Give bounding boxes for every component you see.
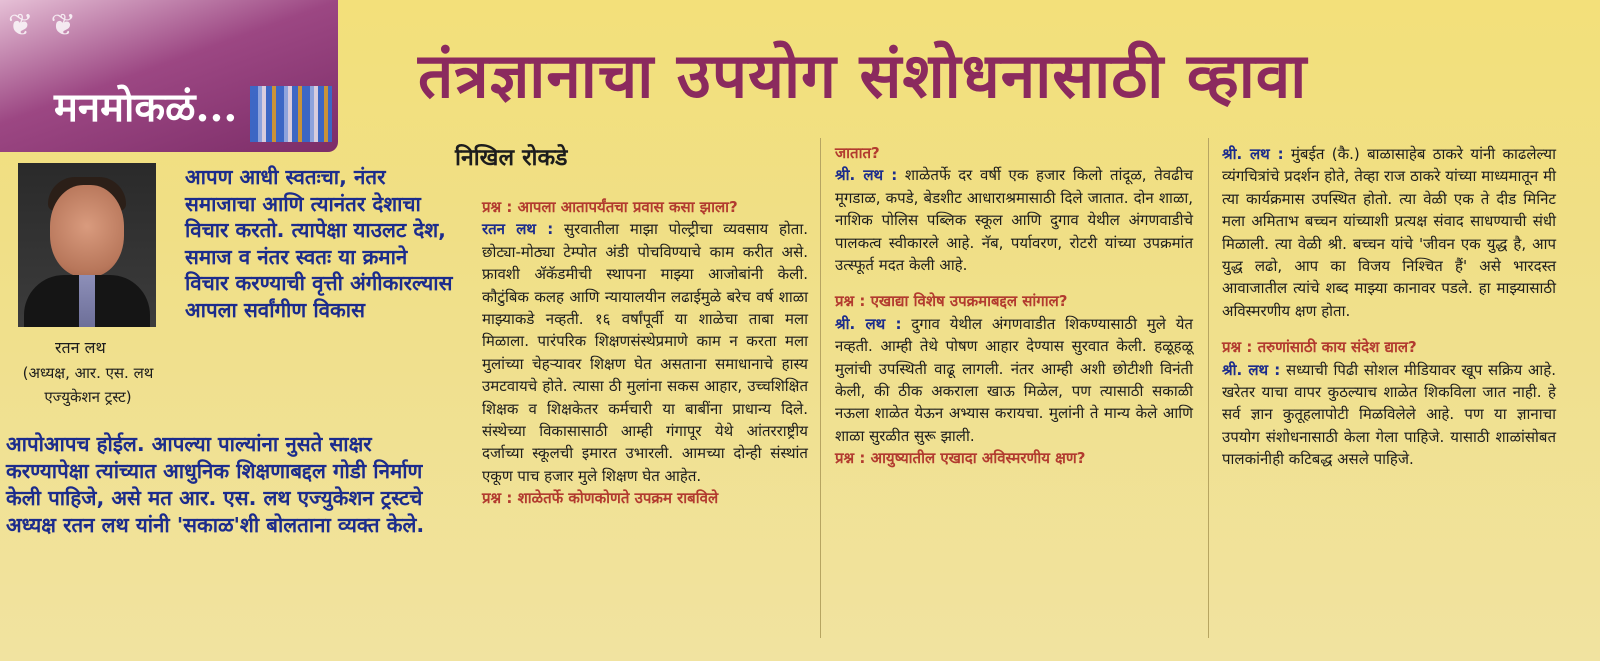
column-name: मनमोकळं... <box>54 84 238 131</box>
answer-text: मुंबईत (कै.) बाळासाहेब ठाकरे यांनी काढलेल्या व्यंगचित्रांचे प्रदर्शन होते, तेव्हा राज ठाकरे यांच्या माध्यमातून मी त्या कार्यक्रमास उपस्थित होतो. त्या वेळी एक ते दीड मिनिट मला अमिताभ बच्चन यांच्याशी प्रत्यक्ष संवाद साधण्याची संधी मिळाली. त्या वेळी श्री. बच्चन यांचे 'जीवन एक युद्ध है, आप युद्ध लढो, आप का विजय निश्चित हैं' असे भारदस्त आवाजातील त्यांचे शब्द माझ्या कानावर पडले. हा माझ्यासाठी अविस्मरणीय क्षण होता. <box>1222 145 1556 320</box>
portrait-photo <box>18 163 156 327</box>
badge-stripes <box>250 86 332 142</box>
question: प्रश्न : तरुणांसाठी काय संदेश द्याल? <box>1222 338 1417 357</box>
answer <box>835 164 1193 276</box>
photo-caption-name: रतन लथ <box>55 338 106 357</box>
question: प्रश्न : आपला आतापर्यंतचा प्रवास कसा झाला? <box>482 198 738 216</box>
article-headline: तंत्रज्ञानाचा उपयोग संशोधनासाठी व्हावा <box>418 39 1308 112</box>
portrait-tie <box>79 275 95 327</box>
photo-caption-description: (अध्यक्ष, आर. एस. लथ एज्युकेशन ट्रस्ट) <box>22 364 154 406</box>
spacer <box>1222 322 1556 336</box>
question: प्रश्न : आयुष्यातील एखादा अविस्मरणीय क्षण? <box>835 449 1086 468</box>
answer-text: सुरवातीला माझा पोल्ट्रीचा व्यवसाय होता. छोट्या-मोठ्या टेम्पोत अंडी पोचविण्याचे काम करीत असे. फ्रावशी ॲकॅडमीची स्थापना माझ्या आजोबांनी केली. कौटुंबिक कलह आणि न्यायालयीन लढाईमुळे बरेच वर्ष शाळा माझ्याकडे नव्हती. १६ वर्षांपूर्वी या शाळेचा ताबा मला मिळाला. पारंपरिक शिक्षणसंस्थेप्रमाणे काम न करता मला मुलांच्या चेहऱ्यावर शिक्षण घेत असताना समाधानाचे हास्य उमटवायचे होते. त्यासा ठी मुलांना सकस आहार, उच्चशिक्षित शिक्षक व शिक्षकेतर कर्मचारी या बाबींना प्राधान्य दिले. संस्थेच्या विकासासाठी आम्ही गंगापूर येथे आंतरराष्ट्रीय दर्जाच्या स्कूलची इमारत उभारली. आमच्या दोन्ही संस्थांत एकूण पाच हजार मुले शिक्षण घेत आहेत. <box>482 220 808 485</box>
answer <box>1222 143 1556 322</box>
column-divider <box>820 138 821 638</box>
speaker-label: श्री. लथ : <box>835 314 902 333</box>
answer-text: सध्याची पिढी सोशल मीडियावर खूप सक्रिय आहे. खरेतर याचा वापर कुठल्याच शाळेत शिकविला जात नाही. हे सर्व ज्ञान कुतूहलापोटी मिळविलेले आहे. पण या ज्ञानाचा उपयोग संशोधनासाठी केला गेला पाहिजे. यासाठी शाळांसोबत पालकांनीही कटिबद्ध असले पाहिजे. <box>1222 360 1556 469</box>
answer <box>482 218 808 487</box>
article-column-3 <box>1222 143 1556 471</box>
question-continued: जातात? <box>835 144 880 162</box>
question: प्रश्न : शाळेतर्फे कोणकोणते उपक्रम राबविले <box>482 489 719 508</box>
question: प्रश्न : एखाद्या विशेष उपक्रमाबद्दल सांगाल? <box>835 292 1068 311</box>
article-column-2 <box>835 142 1193 470</box>
column-divider <box>1208 138 1209 638</box>
speaker-label: श्री. लथ : <box>835 166 898 185</box>
intro-text-bottom: आपोआपच होईल. आपल्या पाल्यांना नुसते साक्षर करण्यापेक्षा त्यांच्यात आधुनिक शिक्षणाबद्दल गोडी निर्माण केली पाहिजे, असे मत आर. एस. लथ एज्युकेशन ट्रस्टचे अध्यक्ष रतन लथ यांनी 'सकाळ'शी बोलताना व्यक्त केले. <box>6 432 425 537</box>
answer <box>1222 359 1556 471</box>
speaker-label: श्री. लथ : <box>1222 145 1284 163</box>
intro-text-top: आपण आधी स्वतःचा, नंतर समाजाचा आणि त्यानंतर देशाचा विचार करतो. त्यापेक्षा याउलट देश, समाज व नंतर स्वतः या क्रमाने विचार करण्याची वृत्ती अंगीकारल्यास आपला सर्वांगीण विकास <box>185 165 453 322</box>
speaker-label: रतन लथ : <box>482 220 554 239</box>
answer-text: शाळेतर्फे दर वर्षी एक हजार किलो तांदूळ, तेवढीच मूगडाळ, कपडे, बेडशीट आधाराश्रमासाठी दिले जातात. दोन शाळा, नाशिक पोलिस पब्लिक स्कूल आणि दुगाव येथील अंगणवाडीचे पालकत्व स्वीकारले आहे. नॅब, पर्यावरण, रोटरी यांच्या उपक्रमांत उत्स्फूर्त मदत केली आहे. <box>835 166 1193 275</box>
article-column-1 <box>482 196 808 510</box>
decorative-swirl-icon: ❦ ❦ <box>8 8 80 43</box>
speaker-label: श्री. लथ : <box>1222 360 1281 379</box>
spacer <box>835 276 1193 290</box>
column-badge <box>0 0 338 152</box>
author-byline: निखिल रोकडे <box>455 145 568 171</box>
portrait-face <box>50 185 124 277</box>
answer-text: दुगाव येथील अंगणवाडीत शिकण्यासाठी मुले येत नव्हती. आम्ही तेथे पोषण आहार देण्यास सुरवात केली. हळूहळू मुलांची उपस्थिती वाढू लागली. नंतर आम्ही अशी छोटीशी विनंती केली, की ठीक अकराला खाऊ मिळेल, पण त्यासाठी सकाळी नऊला शाळेत येऊन अभ्यास करायचा. मुलांनी ते मान्य केले आणि शाळा सुरळीत सुरू झाली. <box>835 314 1193 445</box>
answer <box>835 313 1193 447</box>
